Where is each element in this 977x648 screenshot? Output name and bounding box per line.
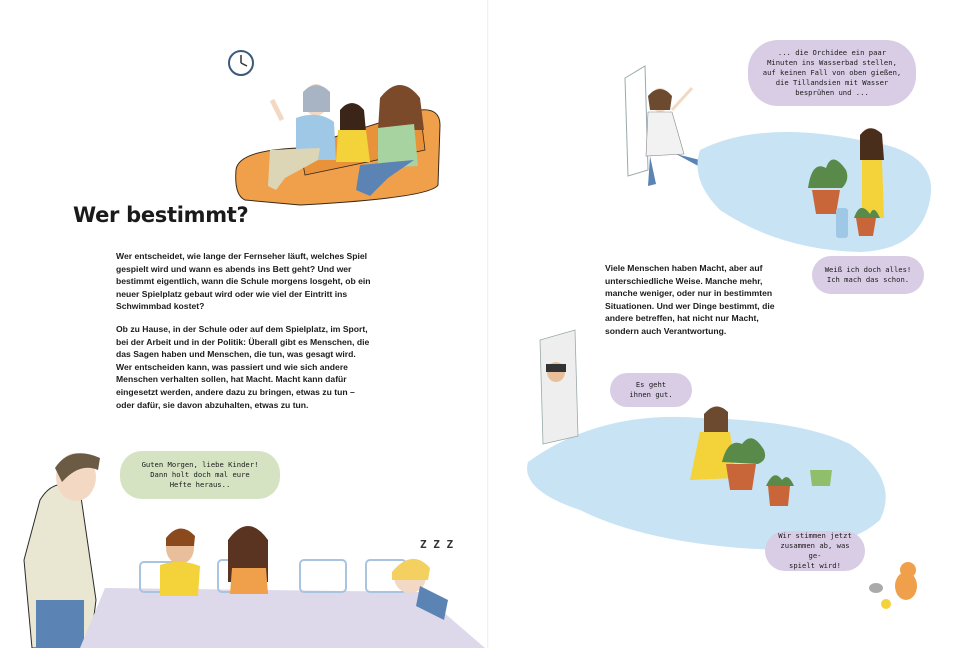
speech-bubble-good: Es geht ihnen gut. [610,373,692,407]
sleep-text: Z Z Z [420,538,454,551]
teacher-illustration [24,453,100,648]
speech-bubble-vote: Wir stimmen jetzt zusammen ab, was ge- spielt wird! [765,531,865,571]
speech-bubble-know: Weiß ich doch alles! Ich mach das schon. [812,256,924,294]
family-on-sofa-illustration [236,84,440,205]
cat-mouse-chick-illustration [869,562,917,609]
speech-bubble-teacher: Guten Morgen, liebe Kinder! Dann holt doch mal eure Hefte heraus.. [120,451,280,499]
speech-bubble-orchid: ... die Orchidee ein paar Minuten ins Wasserbad stellen, auf keinen Fall von oben gießen, die Tillandsien mit Wasser besprühen und ... [748,40,916,106]
page-title: Wer bestimmt? [73,203,249,227]
doorway-girl-illustration [625,66,702,186]
wall-clock-icon [229,51,253,75]
paragraph-power: Ob zu Hause, in der Schule oder auf dem Spielplatz, im Sport, bei der Arbeit und in der Politik: Überall gibt es Menschen, die das Sagen haben und Menschen, die tun, was gesagt wird. Wer entscheiden kann, was passiert und wie sich andere Menschen verhalten sollen, hat Macht. Macht kann dafür eingesetzt werden, andere dazu zu bringen, etwas zu tun – oder dafür, sie davon abzuhalten, etwas zu tun. [116,324,370,410]
paragraph-responsibility: Viele Menschen haben Macht, aber auf unterschiedliche Weise. Manche mehr, manche weniger, oder nur in bestimmten Situationen. Und wer Dinge bestimmt, die andere betreffen, hat nicht nur Macht, sondern auch Verantwortung. [605,263,775,336]
paragraph-intro: Wer entscheidet, wie lange der Fernseher läuft, welches Spiel gespielt wird und wann es abends ins Bett geht? Und wer bestimmt eigentlich, wann die Schule morgens losgeht, ob ein neuer Spielplatz gebaut wird oder wie viel der Eintritt ins Schwimmbad kostet? [116,251,371,312]
